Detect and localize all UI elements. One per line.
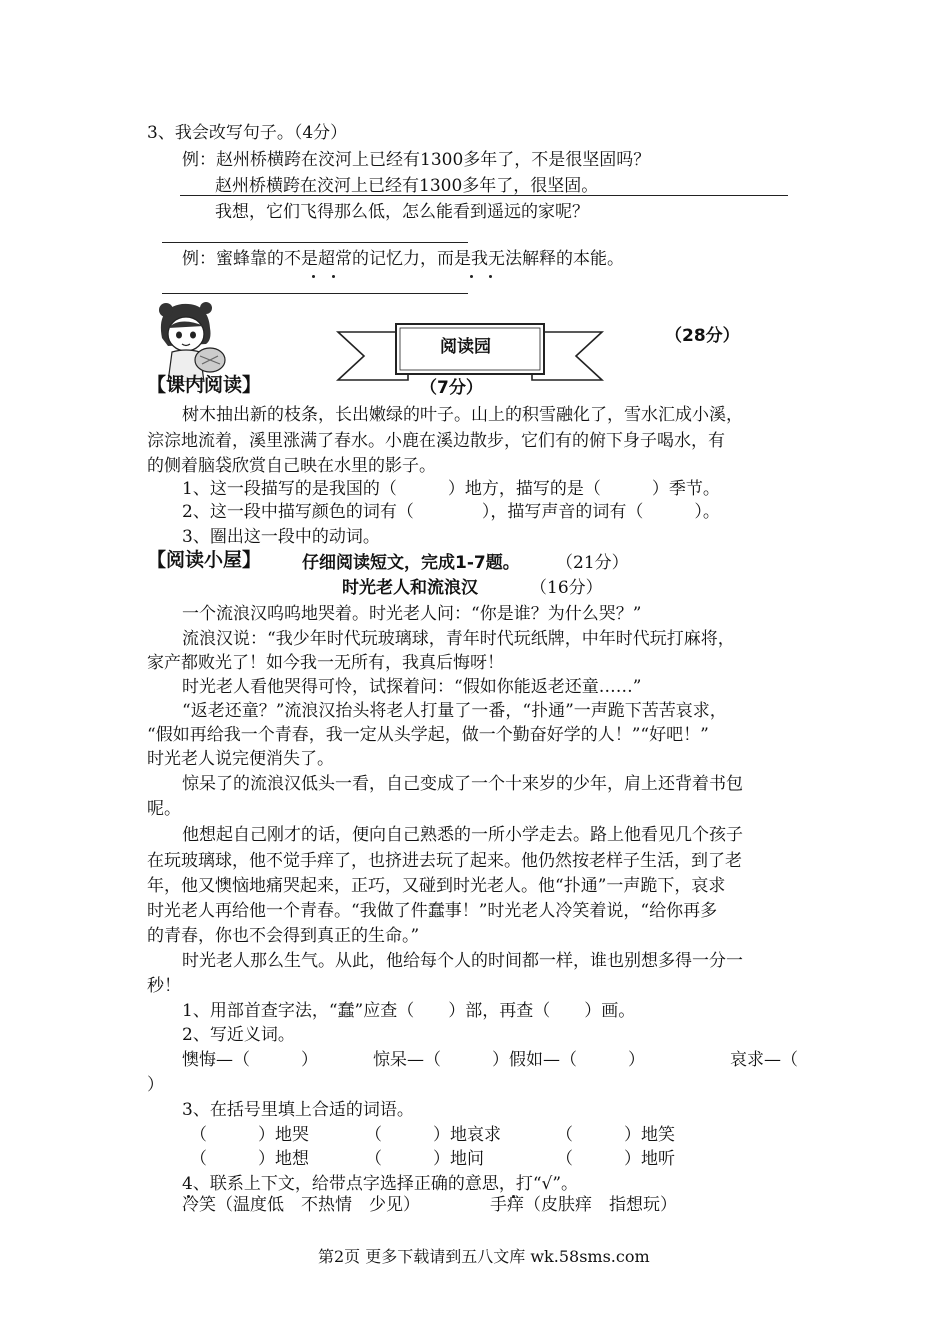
story-line: 他想起自己刚才的话，便向自己熟悉的一所小学走去。路上他看见几个孩子	[182, 825, 743, 845]
banner-score: （28分）	[665, 326, 740, 346]
story-line: 时光老人那么生气。从此，他给每个人的时间都一样，谁也别想多得一分一	[182, 951, 743, 971]
fill-item: （ ）地哀求	[365, 1125, 501, 1145]
emphasis-dot	[332, 275, 335, 278]
meaning-choice: 冷笑（温度低 不热情 少见）	[182, 1195, 420, 1215]
fill-item: （ ）地听	[556, 1149, 675, 1169]
story-line: 流浪汉说：“我少年时代玩玻璃球，青年时代玩纸牌，中年时代玩打麻将，	[182, 629, 735, 649]
story-line: 的青春，你也不会得到真正的生命。”	[147, 926, 420, 946]
question: 3、在括号里填上合适的词语。	[182, 1100, 414, 1120]
passage-line: 的侧着脑袋欣赏自己映在水里的影子。	[147, 456, 436, 476]
page-footer: 第2页 更多下载请到五八文库 wk.58sms.com	[318, 1247, 650, 1266]
story-line: 秒！	[147, 976, 181, 996]
answer-line[interactable]	[162, 293, 468, 294]
story-line: 时光老人看他哭得可怜，试探着问：“假如你能返老还童……”	[182, 677, 642, 697]
story-title: 时光老人和流浪汉	[342, 578, 478, 598]
q3-example-1: 例：赵州桥横跨在洨河上已经有1300多年了，不是很坚固吗？	[182, 150, 651, 170]
story-line: “假如再给我一个青春，我一定从头学起，做一个勤奋好学的人！”“好吧！”	[147, 725, 709, 745]
story-line: 家产都败光了！如今我一无所有，我真后悔呀！	[147, 653, 504, 673]
q3-example-1-answer: 赵州桥横跨在洨河上已经有1300多年了，很坚固。	[215, 176, 599, 196]
story-score: （16分）	[530, 578, 603, 598]
question: 4、联系上下文，给带点字选择正确的意思，打“√”。	[182, 1174, 579, 1194]
q3-title: 3、我会改写句子。（4分）	[147, 123, 348, 143]
fill-item: （ ）地哭	[190, 1125, 309, 1145]
section-heading-xiaowu: 【阅读小屋】	[147, 549, 262, 571]
question: 2、写近义词。	[182, 1025, 295, 1045]
synonym-item: 哀求—（	[730, 1050, 798, 1070]
answer-line[interactable]	[162, 242, 468, 243]
question: 1、用部首查字法，“蠢”应查（ ）部，再查（ ）画。	[182, 1001, 636, 1021]
banner-label: 阅读园	[440, 337, 491, 357]
emphasis-dot	[470, 275, 473, 278]
passage-line: 淙淙地流着，溪里涨满了春水。小鹿在溪边散步，它们有的俯下身子喝水，有	[147, 431, 725, 451]
emphasis-dot	[489, 275, 492, 278]
answer-line	[180, 195, 788, 196]
story-line: “返老还童？”流浪汉抬头将老人打量了一番，“扑通”一声跪下苦苦哀求，	[182, 701, 727, 721]
section-score-kenei: （7分）	[420, 378, 483, 398]
synonym-item: 懊悔—（ ）	[182, 1050, 318, 1070]
fill-item: （ ）地问	[365, 1149, 484, 1169]
synonym-wrap: ）	[147, 1075, 164, 1095]
question: 1、这一段描写的是我国的（ ）地方，描写的是（ ）季节。	[182, 479, 720, 499]
story-line: 一个流浪汉呜呜地哭着。时光老人问：“你是谁？为什么哭？”	[182, 604, 642, 624]
girl-reading-illustration	[150, 298, 230, 382]
story-line: 呢。	[147, 799, 181, 819]
meaning-choice: 手痒（皮肤痒 指想玩）	[490, 1195, 677, 1215]
story-line: 年，他又懊恼地痛哭起来，正巧，又碰到时光老人。他“扑通”一声跪下，哀求	[147, 876, 726, 896]
story-line: 时光老人说完便消失了。	[147, 749, 334, 769]
q3-example-2: 例：蜜蜂靠的不是超常的记忆力，而是我无法解释的本能。	[182, 249, 624, 269]
emphasis-dot	[312, 275, 315, 278]
fill-item: （ ）地笑	[556, 1125, 675, 1145]
section-score-xiaowu: （21分）	[556, 553, 629, 573]
story-line: 时光老人再给他一个青春。“我做了件蠢事！”时光老人冷笑着说，“给你再多	[147, 901, 718, 921]
passage-line: 树木抽出新的枝条，长出嫩绿的叶子。山上的积雪融化了，雪水汇成小溪，	[182, 405, 743, 425]
section-instruction: 仔细阅读短文，完成1-7题。	[302, 553, 520, 573]
section-heading-kenei: 【课内阅读】	[147, 374, 262, 396]
fill-item: （ ）地想	[190, 1149, 309, 1169]
story-line: 惊呆了的流浪汉低头一看，自己变成了一个十来岁的少年，肩上还背着书包	[182, 774, 743, 794]
q3-sentence: 我想，它们飞得那么低，怎么能看到遥远的家呢？	[215, 202, 589, 222]
synonym-item: 惊呆—（ ）假如—（ ）	[373, 1050, 645, 1070]
question: 3、圈出这一段中的动词。	[182, 527, 380, 547]
story-line: 在玩玻璃球，他不觉手痒了，也挤进去玩了起来。他仍然按老样子生活，到了老	[147, 851, 742, 871]
question: 2、这一段中描写颜色的词有（ ），描写声音的词有（ ）。	[182, 502, 720, 522]
